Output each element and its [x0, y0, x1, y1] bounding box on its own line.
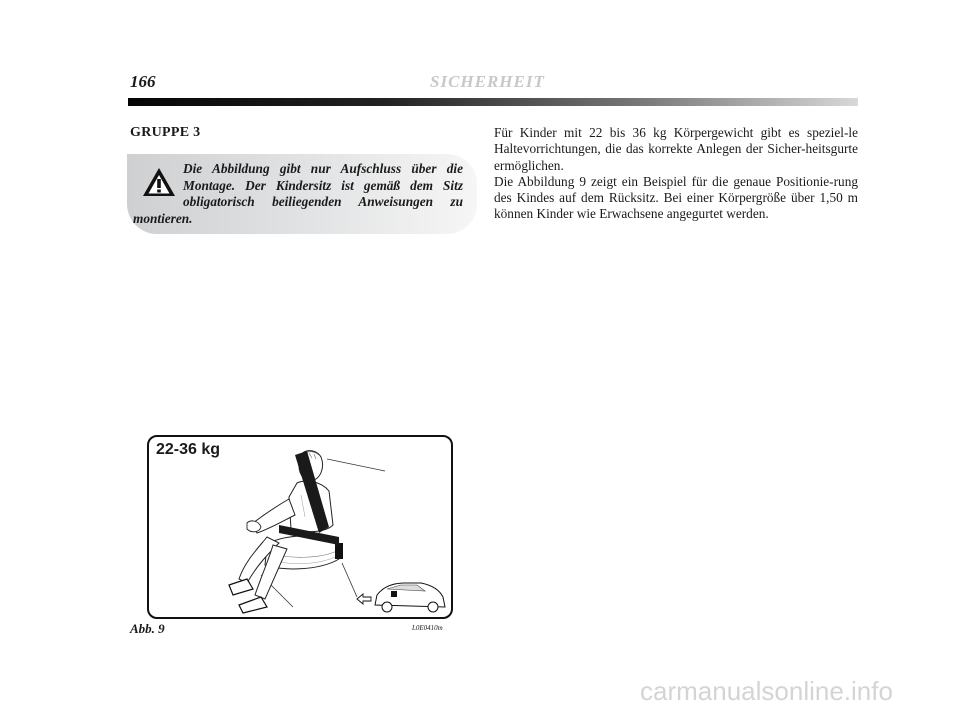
page-number: 166: [130, 72, 156, 91]
group-heading: GRUPPE 3: [130, 125, 201, 140]
car-side-icon: [375, 583, 445, 612]
front-direction-arrow-icon: [357, 594, 371, 604]
body-paragraph-1: Für Kinder mit 22 bis 36 kg Körpergewicht gibt es speziel-le Haltevorrichtungen, die das korrekte Anlegen der Sicher-heitsgurte ermöglichen.: [494, 125, 858, 173]
figure-weight-label: 22-36 kg: [156, 441, 221, 458]
child-shoe-front: [239, 597, 267, 613]
section-title: SICHERHEIT: [430, 72, 545, 91]
child-shoe-back: [229, 579, 253, 595]
body-paragraph-2: Die Abbildung 9 zeigt ein Beispiel für die genaue Positionie-rung des Kindes auf dem Rücksitz. Bei einer Körpergröße über 1,50 m können Kinder wie Erwachsene angegurtet werden.: [494, 173, 858, 222]
warning-box: [127, 154, 477, 234]
leader-line-belt: [342, 563, 357, 597]
body-text: [494, 125, 858, 223]
leader-line-seat: [327, 459, 385, 471]
belt-buckle: [335, 543, 343, 559]
figure-caption: Abb. 9: [130, 621, 165, 636]
watermark: carmanualsonline.info: [640, 676, 893, 706]
child-seat-illustration: [149, 437, 451, 617]
header-rule: [128, 98, 858, 106]
warning-text: Die Abbildung gibt nur Aufschluss über die Montage. Der Kindersitz ist gemäß dem Sitz obligatorisch beiliegenden Anweisungen zu montieren.: [133, 161, 463, 226]
figure-frame: [147, 435, 453, 619]
figure-code: L0E0410m: [412, 624, 443, 632]
